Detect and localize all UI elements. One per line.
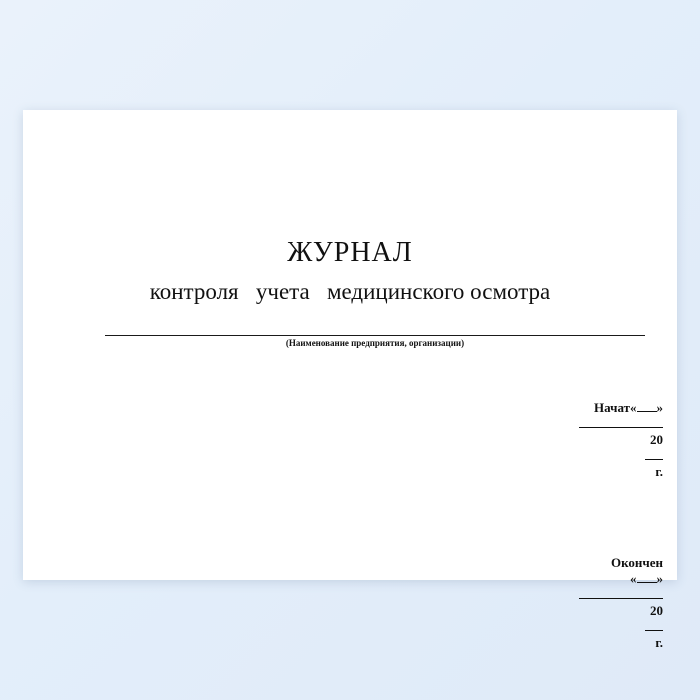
cover-content <box>23 110 677 650</box>
end-month-blank <box>579 598 663 599</box>
end-quote-open: « <box>630 571 637 586</box>
document-title: ЖУРНАЛ <box>287 237 413 268</box>
title-block <box>23 238 677 305</box>
organization-name-rule <box>105 335 645 336</box>
organization-name-caption: (Наименование предприятия, организации) <box>285 338 465 348</box>
start-year-prefix: 20 <box>650 432 663 447</box>
end-quote-close: » <box>656 571 663 586</box>
start-day-blank <box>637 411 657 412</box>
end-year-prefix: 20 <box>650 603 663 618</box>
start-quote-open: « <box>630 400 637 415</box>
end-day-blank <box>637 582 657 583</box>
end-date-line <box>353 539 663 667</box>
end-date-label: Окончен <box>610 555 663 570</box>
start-year-suffix: г. <box>655 464 663 479</box>
start-year-blank <box>645 459 663 460</box>
start-date-line <box>353 384 663 496</box>
date-fields-block <box>353 384 663 667</box>
document-cover-page <box>23 110 677 650</box>
start-quote-close: » <box>656 400 663 415</box>
end-year-suffix: г. <box>655 635 663 650</box>
start-date-label: Начат <box>594 400 630 415</box>
document-subtitle: контроля учета медицинского осмотра <box>149 278 551 304</box>
end-year-blank <box>645 630 663 631</box>
start-month-blank <box>579 427 663 428</box>
